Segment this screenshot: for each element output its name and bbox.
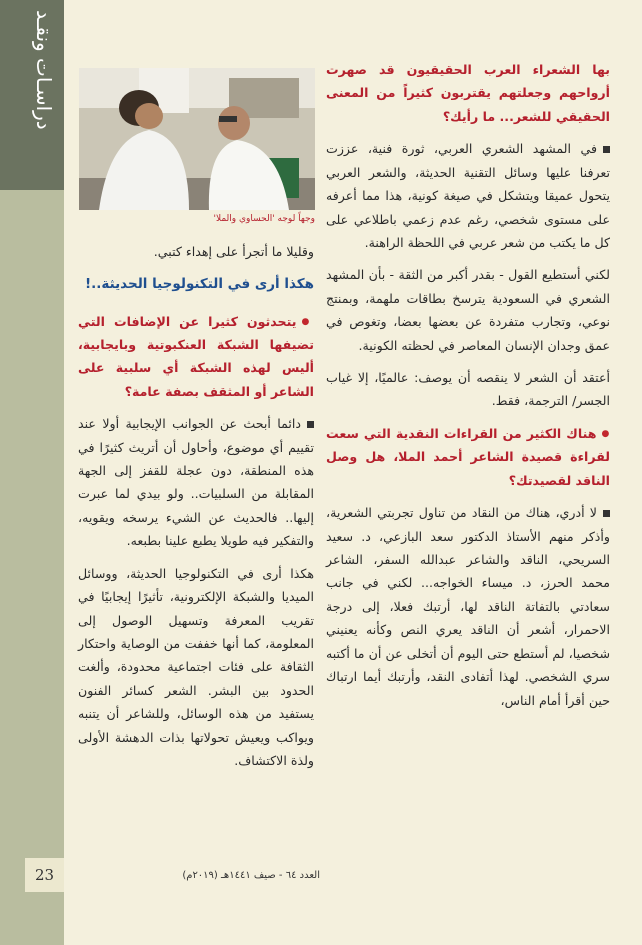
- sidebar: [0, 0, 64, 945]
- bullet-dot-icon: ●: [301, 316, 314, 327]
- question3: [78, 310, 314, 404]
- bullet-square-icon: [307, 421, 314, 428]
- answer1-paragraph2: لكني أستطيع القول - بقدر أكبر من الثقة - بأن المشهد الشعري في السعودية يترسخ بطاقات ملهمة، وبمنتج نوعي، وتجارب متفردة عن بعضها بعضا، وتغوص في عمق وجدان الإنسان المعاصر في لحظته الكونية.: [326, 267, 610, 353]
- bullet-dot-icon: ●: [601, 429, 610, 440]
- section-heading: هكذا أرى في التكنولوجيا الحديثة..!: [85, 276, 314, 293]
- left-column: [78, 240, 314, 782]
- question2: [326, 422, 610, 492]
- bullet-square-icon: [603, 510, 610, 517]
- question2-text: هناك الكثير من القراءات النقدية التي سعت لقراءة قصيدة الشاعر أحمد الملا، هل وصل الناقد لقصيدتك؟: [326, 425, 610, 488]
- question3-text: يتحدثون كثيرا عن الإضافات التي تضيفها الشبكة العنكبوتية وبايجابية، أليس لهذه الشبكة أي سلبية على الشاعر أو المثقف بصفة عامة؟: [78, 313, 314, 399]
- right-column: [326, 58, 610, 721]
- intro-question: بها الشعراء العرب الحقيقيون قد صهرت أرواحهم وجعلتهم يقتربون كثيراً من المعنى الحقيقي للشعر... ما رأيك؟: [326, 62, 610, 124]
- issue-footer: العدد ٦٤ - صيف ١٤٤١هـ (٢٠١٩م): [182, 870, 320, 881]
- answer1-paragraph1: [326, 137, 610, 254]
- answer2-paragraph: [326, 501, 610, 712]
- answer3-paragraph2: هكذا أرى في التكنولوجيا الحديثة، ووسائل الميديا والشبكة الإلكترونية، تأثيرًا إيجابيًا في تقريب المعرفة وتسهيل الوصول إلى المعلومة، كما أنها خففت من الوصاية واحتكار الثقافة على فئات اجتماعية محدودة، وألغت الحدود بين البشر. الشعر كسائر الفنون يستفيد من هذه الوسائل، وللشاعر أن يتنبه ويواكب ويعيش تحولاتها بذات الدهشة الأولى ولذة الاكتشاف.: [78, 565, 314, 769]
- bullet-square-icon: [603, 146, 610, 153]
- answer3-paragraph1: [78, 412, 314, 553]
- answer1-text1: في المشهد الشعري العربي، ثورة فنية، عززت تعرفنا عليها وسائل التقنية الحديثة، والشعر العربي يتحول عميقا ويتشكل في صيغة كونية، هذا مما أعرفه على مستوى شخصي، رغم عدم زعمي باطلاعي على كل ما يكتب من شعر عربي في اللحظة الراهنة.: [326, 141, 610, 250]
- article-photo: [79, 68, 315, 210]
- section-title: دراسـات ونقـد: [32, 10, 56, 130]
- answer1-paragraph3: أعتقد أن الشعر لا ينقصه أن يوصف: عالميًا، إلا غياب الجسر/ الترجمة، فقط.: [326, 370, 610, 409]
- opening-line: وقليلا ما أتجرأ على إهداء كتبي.: [153, 244, 314, 259]
- photo-illustration: [79, 68, 315, 210]
- photo-caption: وجهاً لوجه 'الحساوي والملا': [213, 214, 315, 224]
- answer2-text: لا أدري، هناك من النقاد من تناول تجربتي الشعرية، وأذكر منهم الأستاذ الدكتور سعد البازعي، د. سعيد السريحي، الناقد والشاعر عبدالله السفر، الشاعر محمد الحرز، د. ميساء الخواجه... لكني في جانب سعادتي بالتفاتة الناقد لها، أرتبك فعلا، إلى درجة الاحمرار، أشعر أن الناقد يعري النص وكأنه يعنيني شخصيا، لم أستطع حتى اليوم أن أتخلى عن أن ما أكتبه سري الشخصي. لهذا أتفادى النقد، وأرتبك أيما ارتباك حين أقرأ أمام الناس،: [326, 505, 610, 708]
- answer3-text1: دائما أبحث عن الجوانب الإيجابية أولا عند تقييم أي موضوع، وأحاول أن أتريث كثيرًا في هذه المنطقة، دون عجلة للقفز إلى الجهة المقابلة من السلبيات.. ولو بيدي لما عبرت إليها.. فالحديث عن الشيء يرسخه ويقويه، والتفكير فيه طويلا يطبع علينا بطبعه.: [78, 416, 314, 549]
- page-number: 23: [25, 858, 64, 892]
